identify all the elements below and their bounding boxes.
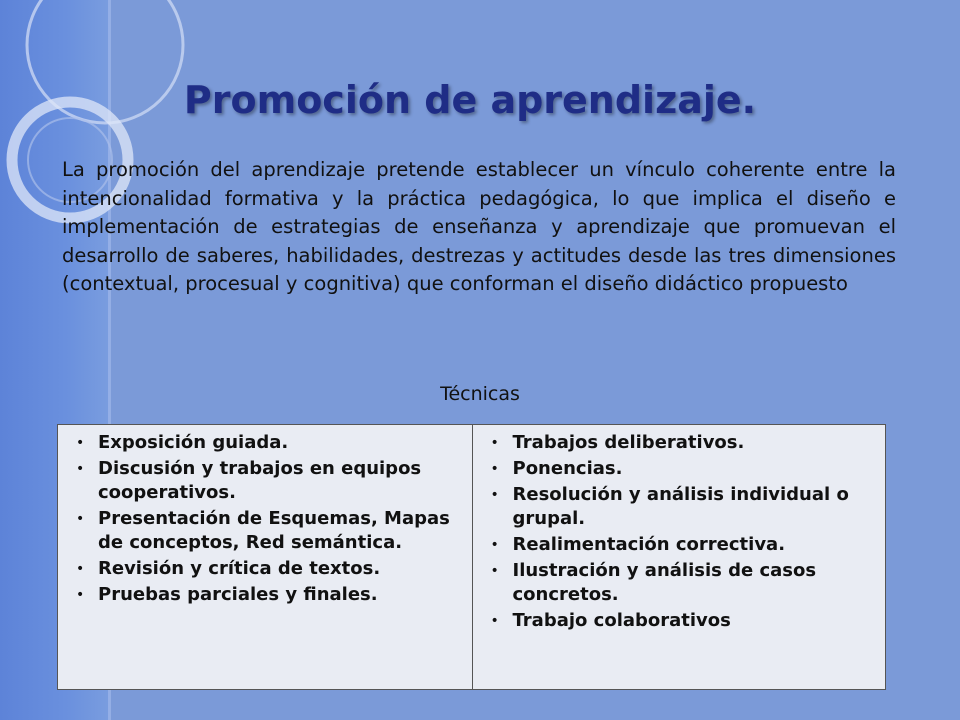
list-item: • Trabajo colaborativos (490, 610, 731, 631)
list-item: • Ponencias. (490, 458, 623, 479)
bullet-dot-icon: • (490, 537, 499, 553)
list-item: • Trabajos deliberativos. (490, 432, 745, 453)
bullet-dot-icon: • (76, 435, 85, 451)
bullet-dot-icon: • (490, 487, 499, 503)
slide-title-text: Promoción de aprendizaje. (183, 78, 757, 122)
techniques-column-left (58, 425, 472, 689)
list-item: • Revisión y crítica de textos. (76, 558, 381, 579)
bullet-dot-icon: • (76, 461, 85, 477)
bullet-dot-icon: • (76, 561, 85, 577)
bullet-dot-icon: • (490, 613, 499, 629)
techniques-label: Técnicas (440, 383, 520, 405)
list-item: • Ilustración y análisis de casos concretos. (490, 560, 817, 605)
list-item: • Exposición guiada. (76, 432, 289, 453)
list-item: • Pruebas parciales y finales. (76, 584, 378, 605)
techniques-column-right (472, 425, 886, 689)
bullet-dot-icon: • (76, 587, 85, 603)
techniques-table (57, 424, 886, 690)
bullet-dot-icon: • (76, 511, 85, 527)
list-item: • Resolución y análisis individual o grupal. (490, 484, 849, 529)
list-item: • Realimentación correctiva. (490, 534, 786, 555)
slide-title (0, 78, 960, 122)
bullet-dot-icon: • (490, 461, 499, 477)
intro-paragraph: La promoción del aprendizaje pretende establecer un vínculo coherente entre la intencionalidad formativa y la práctica pedagógica, lo que implica el diseño e implementación de estrategias de enseñanza y aprendizaje que promuevan el desarrollo de saberes, habilidades, destrezas y actitudes desde las tres dimensiones (contextual, procesual y cognitiva) que conforman el diseño didáctico propuesto (62, 158, 896, 295)
bullet-dot-icon: • (490, 563, 499, 579)
list-item: • Discusión y trabajos en equipos cooperativos. (76, 458, 422, 503)
bullet-dot-icon: • (490, 435, 499, 451)
list-item: • Presentación de Esquemas, Mapas de conceptos, Red semántica. (76, 508, 450, 553)
